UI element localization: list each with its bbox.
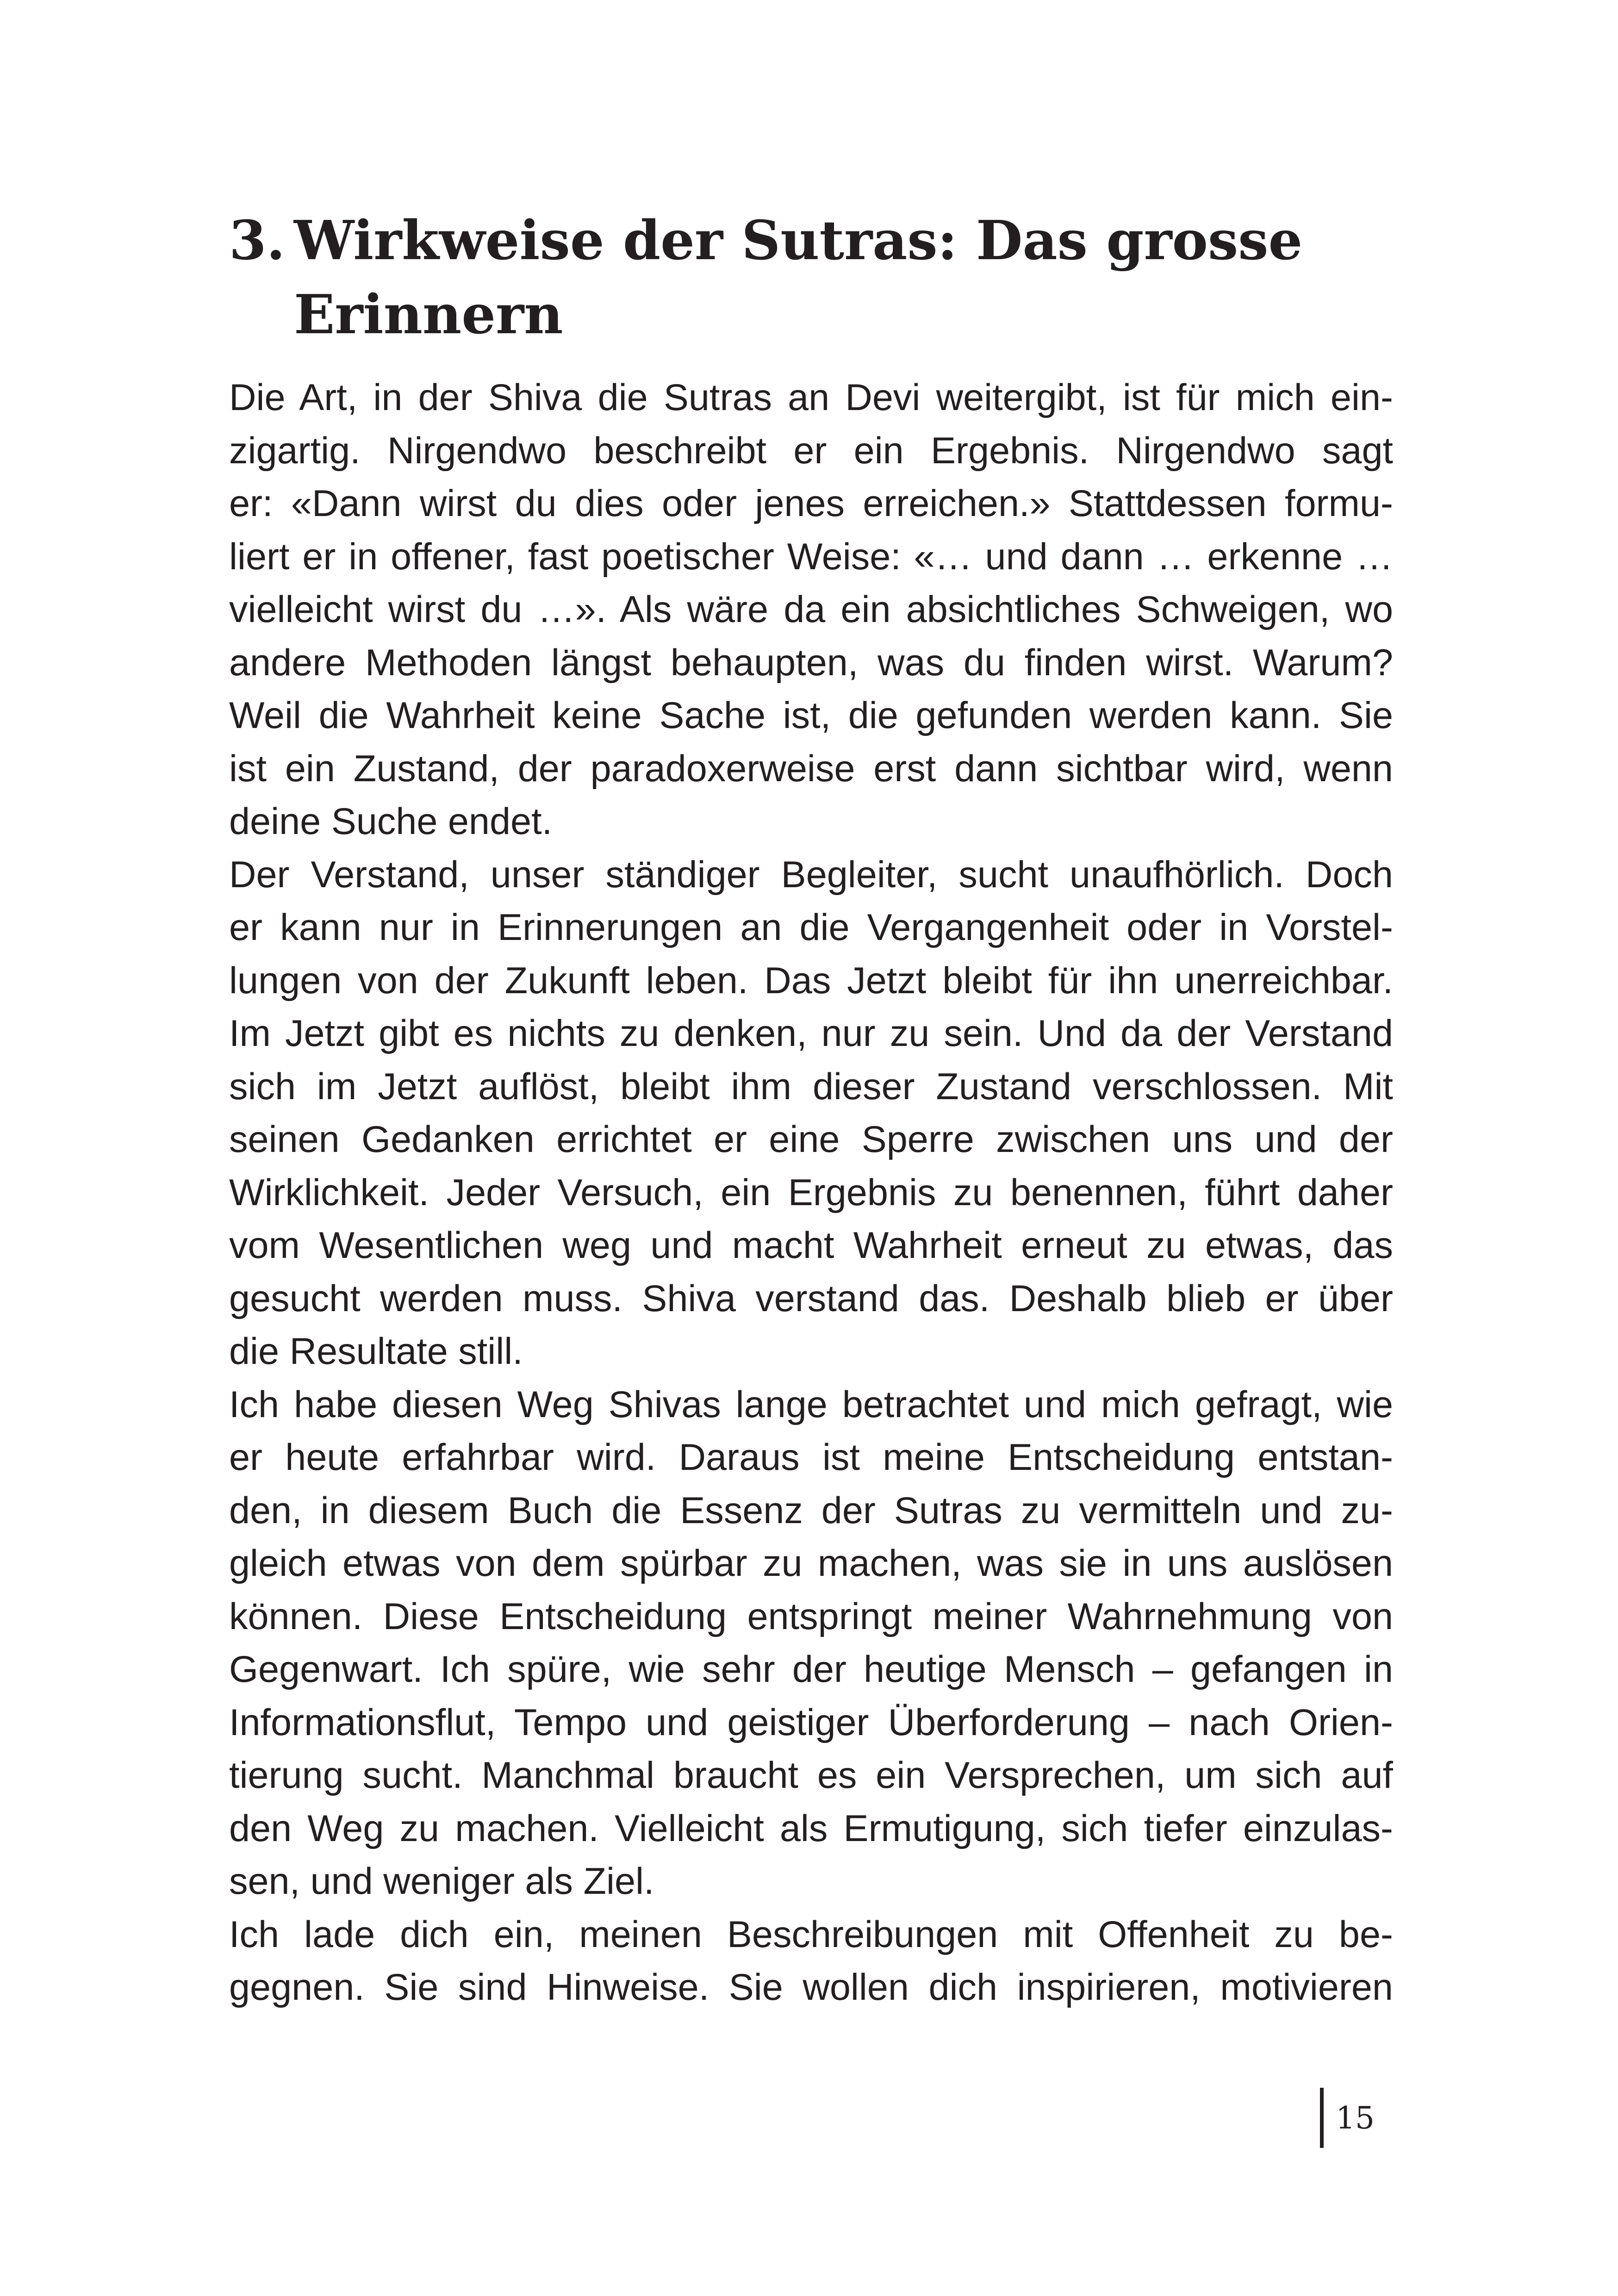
- body-line: andere Methoden längst behaupten, was du finden wirst. Warum?: [229, 641, 1393, 684]
- body-line: gesucht werden muss. Shiva verstand das. Deshalb blieb er über: [229, 1277, 1393, 1319]
- body-text: [229, 371, 1393, 2014]
- body-line: zigartig. Nirgendwo beschreibt er ein Ergebnis. Nirgendwo sagt: [229, 429, 1393, 472]
- body-line: Informationsflut, Tempo und geistiger Überforderung – nach Orien-: [229, 1701, 1393, 1743]
- body-line: Gegenwart. Ich spüre, wie sehr der heutige Mensch – gefangen in: [229, 1649, 1393, 1690]
- folio-rule: [1320, 2088, 1324, 2148]
- page-number: 15: [1336, 2100, 1375, 2136]
- body-line: er: «Dann wirst du dies oder jenes erreichen.» Stattdessen formu-: [229, 483, 1393, 524]
- body-line: Ich lade dich ein, meinen Beschreibungen mit Offenheit zu be-: [229, 1913, 1393, 1955]
- body-line: Der Verstand, unser ständiger Begleiter, sucht unaufhörlich. Doch: [229, 853, 1393, 896]
- body-line: sen, und weniger als Ziel.: [229, 1860, 654, 1902]
- body-line: gegnen. Sie sind Hinweise. Sie wollen dich inspirieren, motivieren: [229, 1966, 1393, 2008]
- body-line: Im Jetzt gibt es nichts zu denken, nur zu sein. Und da der Verstand: [229, 1013, 1393, 1054]
- body-line: Wirklichkeit. Jeder Versuch, ein Ergebnis zu benennen, führt daher: [229, 1171, 1393, 1213]
- chapter-heading: [229, 204, 1432, 352]
- body-line: können. Diese Entscheidung entspringt meiner Wahrnehmung von: [229, 1595, 1393, 1637]
- body-line: ist ein Zustand, der paradoxerweise erst dann sichtbar wird, wenn: [229, 747, 1393, 790]
- body-line: den Weg zu machen. Vielleicht als Ermutigung, sich tiefer einzulas-: [229, 1807, 1393, 1849]
- chapter-title: Wirkweise der Sutras: Das grosse Erinnern: [294, 209, 1303, 346]
- body-line: gleich etwas von dem spürbar zu machen, was sie in uns auslösen: [229, 1543, 1393, 1584]
- body-line: vom Wesentlichen weg und macht Wahrheit erneut zu etwas, das: [229, 1225, 1393, 1266]
- body-line: deine Suche endet.: [229, 801, 553, 842]
- body-line: liert er in offener, fast poetischer Weise: «… und dann … erkenne …: [229, 535, 1393, 578]
- body-line: den, in diesem Buch die Essenz der Sutras zu vermitteln und zu-: [229, 1489, 1393, 1531]
- body-line: die Resultate still.: [229, 1331, 523, 1372]
- body-line: er heute erfahrbar wird. Daraus ist meine Entscheidung entstan-: [229, 1437, 1393, 1478]
- body-line: vielleicht wirst du …». Als wäre da ein absichtliches Schweigen, wo: [229, 589, 1393, 630]
- body-line: lungen von der Zukunft leben. Das Jetzt bleibt für ihn unerreichbar.: [229, 959, 1393, 1002]
- body-line: sich im Jetzt auflöst, bleibt ihm dieser Zustand verschlossen. Mit: [229, 1065, 1393, 1108]
- body-line: tierung sucht. Manchmal braucht es ein Versprechen, um sich auf: [229, 1755, 1393, 1796]
- page-folio: [1320, 2088, 1375, 2148]
- body-line: Weil die Wahrheit keine Sache ist, die gefunden werden kann. Sie: [229, 695, 1393, 736]
- body-line: er kann nur in Erinnerungen an die Vergangenheit oder in Vorstel-: [229, 907, 1393, 948]
- body-line: seinen Gedanken errichtet er eine Sperre zwischen uns und der: [229, 1119, 1393, 1160]
- body-line: Die Art, in der Shiva die Sutras an Devi weitergibt, ist für mich ein-: [229, 377, 1393, 418]
- body-line: Ich habe diesen Weg Shivas lange betrachtet und mich gefragt, wie: [229, 1383, 1393, 1425]
- chapter-number: 3.: [229, 209, 286, 272]
